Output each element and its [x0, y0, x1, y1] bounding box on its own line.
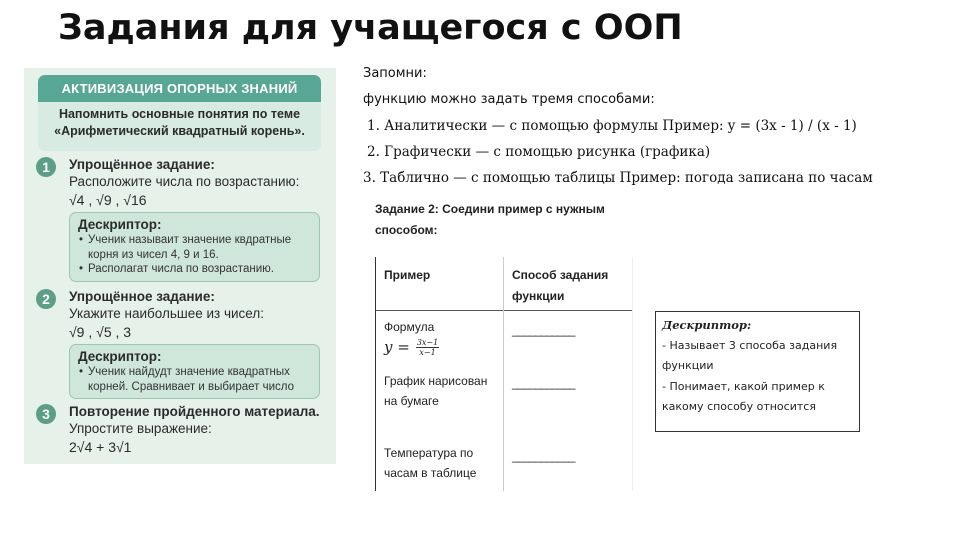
descriptor-box-1	[69, 212, 320, 282]
answer-blank-3[interactable]: ___________	[512, 449, 575, 463]
slide-title: Задания для учащегося с ООП	[58, 8, 683, 48]
formula-lhs: y =	[384, 338, 410, 356]
descriptor-line-1: - Называет 3 способа задания функции	[662, 338, 838, 372]
task-text: Укажите наибольшее из чисел:	[69, 306, 264, 321]
matching-table	[375, 257, 633, 491]
task-title: Упрощённое задание:	[69, 157, 215, 172]
descriptor-title: Дескриптор:	[78, 217, 162, 232]
descriptor-box-2	[69, 344, 320, 399]
table-right-edge	[632, 257, 633, 491]
descriptor-item: • Располагат числа по возрастанию.	[70, 262, 319, 277]
formula-denominator: x−1	[419, 347, 436, 357]
remember-block	[363, 61, 943, 191]
task-title: Упрощённое задание:	[69, 289, 215, 304]
descriptor-title: Дескриптор:	[78, 349, 162, 364]
card-header-text-line2: «Арифметический квадратный корень».	[54, 124, 305, 138]
task-text: Упростите выражение:	[69, 421, 212, 436]
task-number-badge: 3	[36, 404, 56, 424]
column-header-example: Пример	[384, 268, 431, 282]
card-header-text	[38, 102, 321, 140]
descriptor-item: • Ученик называит значение квдратные корня из чисел 4, 9 и 16.	[70, 233, 319, 262]
descriptor-line-2: - Понимает, какой пример к какому способу относится	[662, 379, 825, 413]
card-header	[38, 75, 321, 151]
descriptor-title: Дескриптор:	[662, 318, 752, 332]
card-header-band: АКТИВИЗАЦИЯ ОПОРНЫХ ЗНАНИЙ	[38, 75, 321, 102]
remember-intro: функцию можно задать тремя способами:	[363, 92, 655, 107]
column-header-method: Способ задания функции	[512, 268, 609, 303]
answer-blank-2[interactable]: ___________	[512, 376, 575, 390]
table-row-3-example: Температура по часам в таблице	[384, 446, 477, 480]
answer-blank-1[interactable]: ___________	[512, 323, 575, 337]
formula	[384, 337, 439, 357]
remember-method-3: 3. Таблично — с помощью таблицы Пример: погода записана по часам	[363, 170, 873, 186]
task-math: √4 , √9 , √16	[69, 192, 147, 208]
task-content	[69, 156, 329, 210]
task2-title: Задание 2: Соедини пример с нужным способом:	[375, 202, 605, 237]
task-number-badge: 1	[36, 157, 56, 177]
formula-fraction	[416, 338, 439, 357]
task-math: √9 , √5 , 3	[69, 324, 132, 340]
formula-numerator: 3x−1	[416, 337, 439, 347]
task-text: Расположите числа по возрастанию:	[69, 174, 300, 189]
task-content	[69, 288, 329, 342]
remember-method-1: 1. Аналитически — с помощью формулы Пример: y = (3x - 1) / (x - 1)	[367, 118, 857, 134]
table-row-2-example: График нарисован на бумаге	[384, 374, 488, 408]
task-title: Повторение пройденного материала.	[69, 404, 320, 419]
knowledge-activation-card	[24, 68, 336, 464]
example-label: Формула	[384, 320, 435, 334]
descriptor-box-task2	[655, 311, 860, 432]
card-header-text-line1: Напомнить основные понятия по теме	[58, 107, 301, 121]
task-content	[69, 403, 329, 457]
table-row-1-example	[384, 317, 439, 358]
column-divider	[503, 257, 504, 491]
remember-heading: Запомни:	[363, 66, 427, 81]
remember-method-2: 2. Графически — с помощью рисунка (графика)	[367, 144, 711, 160]
descriptor-item: • Ученик найдудт значение квадратных корней. Сравнивает и выбирает число	[70, 365, 319, 394]
task-math: 2√4 + 3√1	[69, 439, 132, 455]
table-header	[376, 257, 633, 311]
task-number-badge: 2	[36, 289, 56, 309]
